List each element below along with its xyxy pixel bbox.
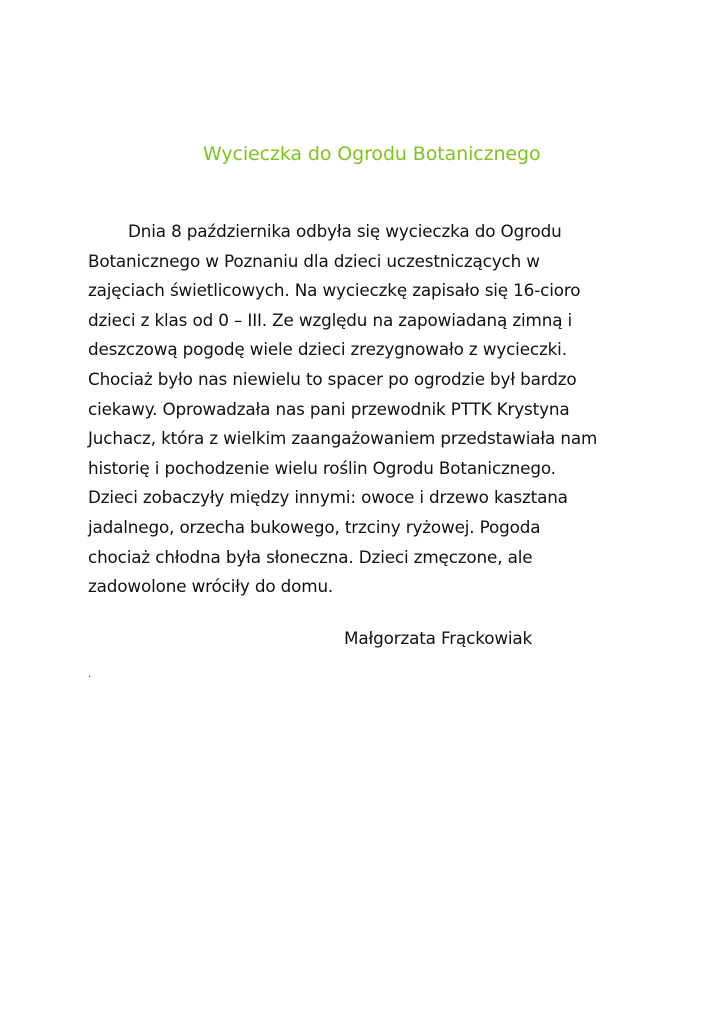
body-line: Chociaż było nas niewielu to spacer po ogrodzie był bardzo <box>88 368 577 389</box>
body-line: deszczową pogodę wiele dzieci zrezygnowało z wycieczki. <box>88 339 567 360</box>
body-line: Dzieci zobaczyły między innymi: owoce i drzewo kasztana <box>88 487 568 508</box>
document-title: Wycieczka do Ogrodu Botanicznego <box>203 143 541 165</box>
body-line: ciekawy. Oprowadzała nas pani przewodnik PTTK Krystyna <box>88 398 570 419</box>
body-line: jadalnego, orzecha bukowego, trzciny ryżowej. Pogoda <box>88 516 541 537</box>
stray-period-mark: . <box>88 669 92 680</box>
body-line: historię i pochodzenie wielu roślin Ogrodu Botanicznego. <box>88 457 556 478</box>
body-line: dzieci z klas od 0 – III. Ze względu na zapowiadaną zimną i <box>88 309 573 330</box>
author-signature: Małgorzata Frąckowiak <box>344 628 533 648</box>
body-line: Botanicznego w Poznaniu dla dzieci uczestniczących w <box>88 250 540 271</box>
body-line: chociaż chłodna była słoneczna. Dzieci zmęczone, ale <box>88 546 533 567</box>
body-line: Dnia 8 października odbyła się wycieczka do Ogrodu <box>128 221 562 241</box>
body-line: zadowolone wróciły do domu. <box>88 576 334 597</box>
body-line: Juchacz, która z wielkim zaangażowaniem przedstawiała nam <box>88 428 598 449</box>
document-body <box>88 217 648 602</box>
body-line: zajęciach świetlicowych. Na wycieczkę zapisało się 16-cioro <box>88 280 581 301</box>
